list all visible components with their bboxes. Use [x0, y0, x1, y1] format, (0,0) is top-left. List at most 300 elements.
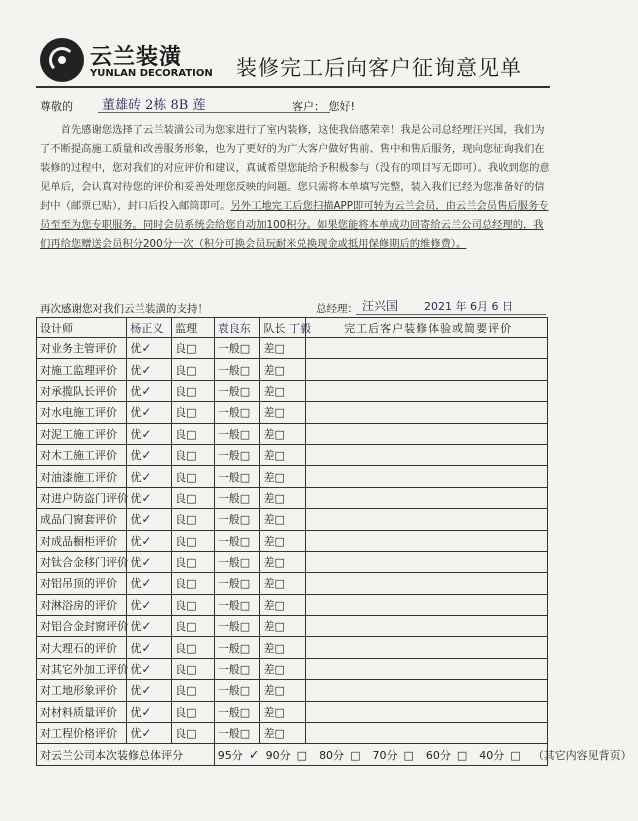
- checkbox-icon[interactable]: □: [274, 534, 285, 548]
- checkbox-icon[interactable]: □: [186, 406, 197, 420]
- check-mark-icon[interactable]: ✓: [141, 662, 152, 677]
- customer-name-handwritten: 董雄砖 2栋 8B 莲: [102, 98, 206, 113]
- checkbox-icon[interactable]: □: [186, 620, 197, 634]
- remarks-cell[interactable]: [306, 466, 548, 487]
- remarks-cell[interactable]: [306, 402, 548, 423]
- rating-good-cell[interactable]: [172, 466, 215, 487]
- checkbox-icon[interactable]: □: [274, 513, 285, 527]
- rating-excellent-cell[interactable]: [127, 551, 172, 572]
- rating-good-cell[interactable]: [172, 359, 215, 380]
- check-mark-icon[interactable]: ✓: [141, 576, 152, 591]
- rating-excellent-cell[interactable]: [127, 423, 172, 444]
- checkbox-icon[interactable]: □: [239, 534, 251, 548]
- checkbox-icon[interactable]: □: [186, 705, 197, 719]
- overall-note: （其它内容见背页）: [532, 748, 632, 762]
- signature-line: [356, 314, 546, 315]
- check-mark-icon[interactable]: ✓: [141, 533, 152, 548]
- rating-poor-label: 差: [263, 556, 275, 570]
- rating-poor-label: 差: [263, 684, 275, 698]
- checkbox-icon[interactable]: □: [274, 598, 285, 612]
- checkbox-icon[interactable]: □: [274, 491, 285, 505]
- rating-excellent-label: 优: [130, 406, 142, 420]
- checkbox-icon[interactable]: □: [239, 705, 251, 719]
- table-row: [37, 444, 548, 465]
- checkbox-icon[interactable]: □: [274, 663, 285, 677]
- checkbox-icon[interactable]: □: [274, 620, 285, 634]
- designer-value: 杨正义: [127, 318, 172, 338]
- rating-excellent-cell[interactable]: [127, 530, 172, 551]
- score-option-label: 80分: [319, 748, 345, 762]
- check-mark-icon[interactable]: ✓: [141, 555, 152, 570]
- rating-fair-cell[interactable]: [214, 680, 260, 701]
- greeting-row: [40, 96, 550, 116]
- remarks-cell[interactable]: [306, 380, 548, 401]
- rating-poor-cell[interactable]: [260, 723, 306, 744]
- rating-good-cell[interactable]: [172, 723, 215, 744]
- rating-fair-cell[interactable]: [214, 466, 260, 487]
- rating-good-cell[interactable]: [172, 423, 215, 444]
- checkbox-icon[interactable]: □: [239, 427, 251, 441]
- rating-fair-label: 一般: [217, 684, 240, 698]
- rating-excellent-cell[interactable]: [127, 616, 172, 637]
- rating-excellent-label: 优: [130, 556, 142, 570]
- checkbox-icon[interactable]: □: [186, 684, 197, 698]
- rating-excellent-label: 优: [130, 513, 142, 527]
- rating-poor-cell[interactable]: [260, 359, 306, 380]
- rating-excellent-cell[interactable]: [127, 444, 172, 465]
- rating-good-label: 良: [175, 363, 187, 377]
- check-mark-icon[interactable]: ✓: [141, 683, 152, 698]
- rating-excellent-cell[interactable]: [127, 680, 172, 701]
- score-option-label: 70分: [372, 748, 398, 762]
- rating-poor-cell[interactable]: [260, 551, 306, 572]
- checkbox-icon[interactable]: □: [274, 427, 285, 441]
- rating-excellent-cell[interactable]: [127, 402, 172, 423]
- rating-excellent-cell[interactable]: [127, 338, 172, 359]
- rating-fair-label: 一般: [217, 663, 240, 677]
- closing-thanks: 再次感谢您对我们云兰装潢的支持！: [40, 303, 208, 315]
- rating-good-cell[interactable]: [172, 551, 215, 572]
- row-label: 对承揽队长评价: [37, 380, 127, 401]
- rating-excellent-label: 优: [130, 705, 142, 719]
- rating-excellent-cell[interactable]: [127, 701, 172, 722]
- checkbox-icon[interactable]: □: [239, 598, 251, 612]
- rating-good-label: 良: [175, 534, 187, 548]
- remarks-cell[interactable]: [306, 423, 548, 444]
- rating-poor-label: 差: [263, 534, 275, 548]
- letter-paragraph: [40, 121, 550, 254]
- rating-poor-label: 差: [263, 491, 275, 505]
- checkbox-icon[interactable]: □: [239, 684, 251, 698]
- checkbox-icon[interactable]: □: [274, 406, 285, 420]
- remarks-header: 完工后客户装修体验或简要评价: [306, 318, 548, 338]
- rating-fair-cell[interactable]: [214, 380, 260, 401]
- check-mark-icon[interactable]: ✓: [141, 512, 152, 527]
- checkbox-icon[interactable]: □: [239, 342, 251, 356]
- checkbox-icon[interactable]: □: [274, 684, 285, 698]
- rating-fair-cell[interactable]: [214, 509, 260, 530]
- rating-good-cell[interactable]: [172, 680, 215, 701]
- checkbox-icon[interactable]: □: [239, 449, 251, 463]
- checkbox-icon[interactable]: □: [186, 491, 197, 505]
- check-mark-icon[interactable]: ✓: [141, 597, 152, 612]
- rating-fair-cell[interactable]: [214, 616, 260, 637]
- rating-poor-label: 差: [263, 727, 275, 741]
- check-mark-icon[interactable]: ✓: [141, 469, 152, 484]
- rating-fair-label: 一般: [217, 598, 240, 612]
- remarks-cell[interactable]: [306, 723, 548, 744]
- supervisor-value: 袁良东: [214, 318, 260, 338]
- rating-good-label: 良: [175, 556, 187, 570]
- checkbox-icon[interactable]: □: [239, 470, 251, 484]
- rating-excellent-cell[interactable]: [127, 637, 172, 658]
- overall-score-options: [214, 744, 632, 765]
- rating-excellent-label: 优: [130, 684, 142, 698]
- row-label: 对大理石的评价: [37, 637, 127, 658]
- row-label: 对淋浴房的评价: [37, 594, 127, 615]
- rating-poor-cell[interactable]: [260, 402, 306, 423]
- rating-good-label: 良: [175, 491, 187, 505]
- rating-excellent-cell[interactable]: [127, 380, 172, 401]
- table-row: [37, 658, 548, 679]
- row-label: 对成品橱柜评价: [37, 530, 127, 551]
- rating-poor-label: 差: [263, 470, 275, 484]
- remarks-cell[interactable]: [306, 359, 548, 380]
- rating-fair-cell[interactable]: [214, 701, 260, 722]
- rating-fair-cell[interactable]: [214, 402, 260, 423]
- rating-good-label: 良: [175, 342, 187, 356]
- check-mark-icon[interactable]: ✓: [141, 341, 152, 356]
- checkbox-icon[interactable]: □: [186, 663, 197, 677]
- score-option[interactable]: [266, 747, 313, 763]
- rating-fair-cell[interactable]: [214, 444, 260, 465]
- score-option[interactable]: [218, 747, 260, 763]
- rating-good-label: 良: [175, 684, 187, 698]
- row-label: 对油漆施工评价: [37, 466, 127, 487]
- rating-fair-label: 一般: [217, 556, 240, 570]
- score-option[interactable]: [372, 747, 419, 763]
- checkbox-icon[interactable]: □: [274, 641, 285, 655]
- checkbox-icon[interactable]: □: [186, 470, 197, 484]
- rating-excellent-label: 优: [130, 727, 142, 741]
- checkbox-icon[interactable]: □: [239, 641, 251, 655]
- row-label: 对材料质量评价: [37, 701, 127, 722]
- rating-good-label: 良: [175, 641, 187, 655]
- checkbox-icon[interactable]: □: [456, 748, 468, 762]
- check-mark-icon[interactable]: ✓: [141, 726, 152, 741]
- table-header-row: [37, 318, 548, 338]
- rating-good-cell[interactable]: [172, 380, 215, 401]
- check-mark-icon[interactable]: ✓: [141, 362, 152, 377]
- greeting-suffix: 客户： 您好!: [292, 100, 355, 113]
- rating-poor-cell[interactable]: [260, 380, 306, 401]
- check-mark-icon[interactable]: ✓: [141, 405, 152, 420]
- remarks-cell[interactable]: [306, 616, 548, 637]
- rating-good-cell[interactable]: [172, 444, 215, 465]
- score-option-label: 40分: [479, 748, 505, 762]
- rating-excellent-cell[interactable]: [127, 487, 172, 508]
- rating-poor-cell[interactable]: [260, 594, 306, 615]
- remarks-cell[interactable]: [306, 551, 548, 572]
- remarks-cell[interactable]: [306, 594, 548, 615]
- rating-good-cell[interactable]: [172, 530, 215, 551]
- rating-excellent-cell[interactable]: [127, 573, 172, 594]
- checkbox-icon[interactable]: □: [186, 342, 197, 356]
- overall-score-label: 对云兰公司本次装修总体评分: [37, 744, 215, 765]
- score-option[interactable]: [479, 747, 526, 763]
- rating-fair-label: 一般: [217, 342, 240, 356]
- rating-excellent-cell[interactable]: [127, 594, 172, 615]
- score-option[interactable]: [319, 747, 366, 763]
- table-row: [37, 637, 548, 658]
- rating-good-cell[interactable]: [172, 487, 215, 508]
- table-row: [37, 402, 548, 423]
- rating-good-cell[interactable]: [172, 701, 215, 722]
- rating-poor-cell[interactable]: [260, 573, 306, 594]
- check-mark-icon[interactable]: ✓: [141, 448, 152, 463]
- rating-good-cell[interactable]: [172, 594, 215, 615]
- rating-fair-label: 一般: [217, 427, 240, 441]
- checkbox-icon[interactable]: □: [274, 363, 285, 377]
- rating-excellent-label: 优: [130, 577, 142, 591]
- rating-poor-label: 差: [263, 449, 275, 463]
- rating-excellent-label: 优: [130, 363, 142, 377]
- checkbox-icon[interactable]: □: [186, 384, 197, 398]
- rating-excellent-label: 优: [130, 449, 142, 463]
- row-label: 成品门窗套评价: [37, 509, 127, 530]
- brand-name-en: YUNLAN DECORATION: [90, 68, 213, 79]
- rating-good-cell[interactable]: [172, 509, 215, 530]
- rating-fair-cell[interactable]: [214, 723, 260, 744]
- check-mark-icon[interactable]: ✓: [248, 747, 260, 763]
- rating-poor-cell[interactable]: [260, 487, 306, 508]
- rating-good-label: 良: [175, 577, 187, 591]
- rating-fair-cell[interactable]: [214, 637, 260, 658]
- row-label: 对工地形象评价: [37, 680, 127, 701]
- checkbox-icon[interactable]: □: [510, 748, 521, 762]
- checkbox-icon[interactable]: □: [186, 513, 197, 527]
- rating-good-cell[interactable]: [172, 338, 215, 359]
- rating-poor-cell[interactable]: [260, 466, 306, 487]
- rating-excellent-cell[interactable]: [127, 658, 172, 679]
- checkbox-icon[interactable]: □: [239, 513, 251, 527]
- rating-good-label: 良: [175, 705, 187, 719]
- rating-fair-label: 一般: [217, 534, 240, 548]
- designer-label: 设计师: [37, 318, 127, 338]
- checkbox-icon[interactable]: □: [350, 748, 361, 762]
- rating-fair-label: 一般: [217, 727, 240, 741]
- rating-poor-label: 差: [263, 641, 275, 655]
- rating-fair-cell[interactable]: [214, 551, 260, 572]
- checkbox-icon[interactable]: □: [186, 598, 197, 612]
- rating-fair-cell[interactable]: [214, 658, 260, 679]
- remarks-cell[interactable]: [306, 701, 548, 722]
- row-label: 对其它外加工评价: [37, 658, 127, 679]
- checkbox-icon[interactable]: □: [274, 470, 285, 484]
- row-label: 对铝合金封窗评价: [37, 616, 127, 637]
- checkbox-icon[interactable]: □: [186, 556, 197, 570]
- rating-fair-label: 一般: [217, 705, 240, 719]
- rating-poor-cell[interactable]: [260, 509, 306, 530]
- table-row: [37, 680, 548, 701]
- row-label: 对业务主管评价: [37, 338, 127, 359]
- rating-poor-cell[interactable]: [260, 658, 306, 679]
- checkbox-icon[interactable]: □: [239, 727, 251, 741]
- rating-excellent-label: 优: [130, 491, 142, 505]
- rating-good-label: 良: [175, 727, 187, 741]
- rating-fair-label: 一般: [217, 641, 240, 655]
- rating-fair-label: 一般: [217, 449, 240, 463]
- checkbox-icon[interactable]: □: [186, 641, 197, 655]
- rating-excellent-cell[interactable]: [127, 466, 172, 487]
- rating-poor-cell[interactable]: [260, 637, 306, 658]
- rating-excellent-label: 优: [130, 470, 142, 484]
- checkbox-icon[interactable]: □: [274, 342, 285, 356]
- remarks-cell[interactable]: [306, 509, 548, 530]
- row-label: 对水电施工评价: [37, 402, 127, 423]
- rating-fair-cell[interactable]: [214, 423, 260, 444]
- rating-excellent-cell[interactable]: [127, 723, 172, 744]
- rating-fair-label: 一般: [217, 363, 240, 377]
- checkbox-icon[interactable]: □: [186, 534, 197, 548]
- signature-label: 总经理：: [316, 303, 358, 315]
- checkbox-icon[interactable]: □: [239, 384, 251, 398]
- score-option-label: 95分: [217, 748, 243, 762]
- checkbox-icon[interactable]: □: [239, 363, 251, 377]
- letter-points-note: 如果您能将本单成功回寄给云兰公司总经理的，我们再给您赠送会员积分200分一次（积分可换会员玩耐米兑换现金或抵用保修期后的维修费）。: [40, 219, 544, 250]
- table-row: [37, 338, 548, 359]
- rating-fair-label: 一般: [217, 620, 240, 634]
- rating-fair-label: 一般: [217, 406, 240, 420]
- row-label: 对泥工施工评价: [37, 423, 127, 444]
- form-title: 装修完工后向客户征询意见单: [236, 56, 522, 80]
- rating-poor-cell[interactable]: [260, 423, 306, 444]
- remarks-cell[interactable]: [306, 487, 548, 508]
- rating-fair-cell[interactable]: [214, 594, 260, 615]
- rating-good-label: 良: [175, 513, 187, 527]
- rating-fair-cell[interactable]: [214, 338, 260, 359]
- check-mark-icon[interactable]: ✓: [141, 490, 152, 505]
- brand-logo-icon: [40, 38, 84, 82]
- rating-fair-cell[interactable]: [214, 359, 260, 380]
- check-mark-icon[interactable]: ✓: [141, 704, 152, 719]
- rating-excellent-cell[interactable]: [127, 509, 172, 530]
- rating-good-cell[interactable]: [172, 616, 215, 637]
- checkbox-icon[interactable]: □: [239, 577, 251, 591]
- checkbox-icon[interactable]: □: [239, 491, 251, 505]
- rating-good-cell[interactable]: [172, 637, 215, 658]
- row-label: 对工程价格评价: [37, 723, 127, 744]
- check-mark-icon[interactable]: ✓: [141, 426, 152, 441]
- foreman-label: 队长: [263, 321, 286, 335]
- checkbox-icon[interactable]: □: [274, 577, 285, 591]
- rating-fair-cell[interactable]: [214, 487, 260, 508]
- checkbox-icon[interactable]: □: [186, 577, 197, 591]
- rating-fair-cell[interactable]: [214, 573, 260, 594]
- checkbox-icon[interactable]: □: [239, 556, 251, 570]
- checkbox-icon[interactable]: □: [274, 727, 285, 741]
- checkbox-icon[interactable]: □: [239, 406, 251, 420]
- remarks-cell[interactable]: [306, 338, 548, 359]
- rating-good-label: 良: [175, 620, 187, 634]
- greeting-prefix: 尊敬的: [40, 100, 73, 113]
- rating-poor-label: 差: [263, 513, 275, 527]
- checkbox-icon[interactable]: □: [274, 705, 285, 719]
- checkbox-icon[interactable]: □: [186, 449, 197, 463]
- checkbox-icon[interactable]: □: [274, 449, 285, 463]
- rating-good-cell[interactable]: [172, 402, 215, 423]
- row-label: 对施工监理评价: [37, 359, 127, 380]
- check-mark-icon[interactable]: ✓: [141, 640, 152, 655]
- checkbox-icon[interactable]: □: [296, 748, 308, 762]
- rating-poor-cell[interactable]: [260, 680, 306, 701]
- rating-good-label: 良: [175, 449, 187, 463]
- checkbox-icon[interactable]: □: [186, 363, 197, 377]
- rating-good-label: 良: [175, 406, 187, 420]
- rating-poor-label: 差: [263, 427, 275, 441]
- checkbox-icon[interactable]: □: [239, 663, 251, 677]
- rating-excellent-label: 优: [130, 534, 142, 548]
- checkbox-icon[interactable]: □: [274, 556, 285, 570]
- checkbox-icon[interactable]: □: [239, 620, 251, 634]
- rating-poor-label: 差: [263, 663, 275, 677]
- rating-excellent-label: 优: [130, 342, 142, 356]
- remarks-cell[interactable]: [306, 573, 548, 594]
- rating-poor-cell[interactable]: [260, 338, 306, 359]
- check-mark-icon[interactable]: ✓: [141, 619, 152, 634]
- signature-value: 汪兴国: [362, 299, 399, 313]
- rating-good-cell[interactable]: [172, 658, 215, 679]
- rating-good-cell[interactable]: [172, 573, 215, 594]
- signature-date: 2021 年 6月 6 日: [424, 300, 513, 313]
- remarks-cell[interactable]: [306, 637, 548, 658]
- rating-fair-label: 一般: [217, 384, 240, 398]
- rating-poor-label: 差: [263, 384, 275, 398]
- rating-poor-cell[interactable]: [260, 530, 306, 551]
- table-row: [37, 616, 548, 637]
- table-row: [37, 466, 548, 487]
- remarks-cell[interactable]: [306, 444, 548, 465]
- checkbox-icon[interactable]: □: [403, 748, 414, 762]
- score-option[interactable]: [426, 747, 473, 763]
- table-row: [37, 594, 548, 615]
- score-option-label: 60分: [425, 748, 451, 762]
- table-row: [37, 551, 548, 572]
- table-row: [37, 487, 548, 508]
- row-label: 对木工施工评价: [37, 444, 127, 465]
- rating-fair-label: 一般: [217, 491, 240, 505]
- remarks-cell[interactable]: [306, 530, 548, 551]
- rating-poor-cell[interactable]: [260, 616, 306, 637]
- remarks-cell[interactable]: [306, 680, 548, 701]
- rating-poor-cell[interactable]: [260, 444, 306, 465]
- table-row: [37, 701, 548, 722]
- checkbox-icon[interactable]: □: [186, 727, 197, 741]
- remarks-cell[interactable]: [306, 658, 548, 679]
- checkbox-icon[interactable]: □: [274, 384, 285, 398]
- rating-excellent-label: 优: [130, 663, 142, 677]
- rating-good-label: 良: [175, 427, 187, 441]
- rating-excellent-cell[interactable]: [127, 359, 172, 380]
- rating-fair-label: 一般: [217, 577, 240, 591]
- rating-poor-label: 差: [263, 406, 275, 420]
- check-mark-icon[interactable]: ✓: [141, 383, 152, 398]
- checkbox-icon[interactable]: □: [186, 427, 197, 441]
- foreman-cell: [260, 318, 311, 338]
- rating-fair-cell[interactable]: [214, 530, 260, 551]
- row-label: 对钛合金移门评价: [37, 551, 127, 572]
- rating-poor-cell[interactable]: [260, 701, 306, 722]
